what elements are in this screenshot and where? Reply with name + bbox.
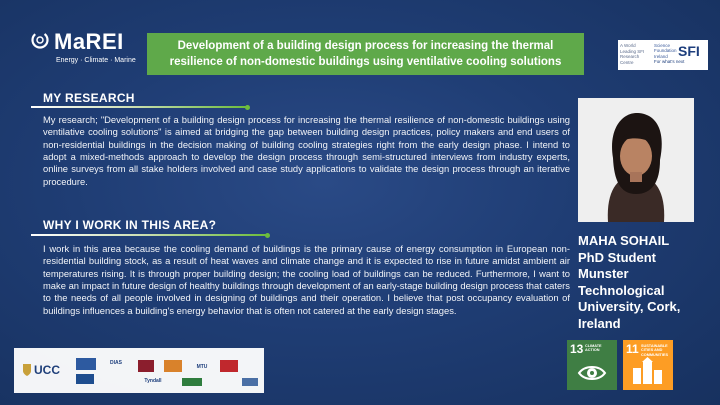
research-divider-dot xyxy=(245,105,250,110)
person-portrait-icon xyxy=(578,98,694,222)
sfi-left-text: A World Leading SFI Research Centre xyxy=(620,43,645,65)
partner-logos xyxy=(14,348,264,393)
sfi-wordmark: SFI xyxy=(678,43,700,59)
poster-title xyxy=(147,33,584,75)
partner-tyndall: Tyndall xyxy=(144,378,162,384)
sdg-11-number: 11 xyxy=(626,342,639,356)
partner-logo-block xyxy=(220,360,238,372)
research-text: My research; "Development of a building design process for increasing the thermal resilience of non-domestic buildings using ventilative cooling solutions" is aimed at bridging the gap between building design practices, policy makers and end users of non-residential buildings in the decision making of building cooling strategies right from the early design phase. I intend to adopt a mixed-methods approach to develop the design process through semi-structured interviews from industry experts, online surveys from all stake holders involved and case study applications to validate the design process through an iterative procedure. xyxy=(43,114,570,187)
sfi-small-text: Science Foundation Ireland xyxy=(654,43,677,59)
title-line-1: Development of a building design process for increasing the thermal xyxy=(177,40,554,52)
partner-logo-block xyxy=(138,360,154,372)
why-text: I work in this area because the cooling demand of buildings is the primary cause of energy consumption in European non-residential building stock, as a result of heat waves and climate change and it is expected to rise in future amidst ambient air temperatures rising. It is through proper building design; the cooling load of buildings can be reduced. Furthermore, I want to make an impact in future design of healthy buildings through development of an early-stage building design process that caters to the needs of all people involved in designing of buildings and their operation. I believe that post occupancy evaluation of buildings influences a building's energy behavior that is often not catered at the early design stages. xyxy=(43,243,570,316)
person-affiliation-3: University, Cork, xyxy=(578,299,681,314)
partner-logo-block xyxy=(76,374,94,384)
city-buildings-icon xyxy=(623,340,673,390)
sdg-13-label: CLIMATE ACTION xyxy=(585,344,602,353)
research-heading: MY RESEARCH xyxy=(43,91,135,105)
partner-dias: DIAS xyxy=(110,360,122,366)
logo-name: MaREI xyxy=(54,29,124,54)
sdg-11-badge xyxy=(623,340,673,390)
person-info xyxy=(578,233,708,332)
marei-logo xyxy=(30,28,136,72)
person-affiliation-1: Munster xyxy=(578,266,629,281)
why-divider xyxy=(31,234,267,236)
why-heading: WHY I WORK IN THIS AREA? xyxy=(43,218,217,232)
logo-tagline: Energy · Climate · Marine xyxy=(56,57,136,64)
person-affiliation-4: Ireland xyxy=(578,315,621,331)
partner-logo-block xyxy=(76,358,96,370)
partner-mtu: MTU xyxy=(196,364,208,370)
title-line-2: resilience of non-domestic buildings using ventilative cooling solutions xyxy=(169,56,562,68)
partner-logo-block xyxy=(164,360,182,372)
ucc-label: UCC xyxy=(34,363,60,377)
ucc-crest-icon xyxy=(22,363,32,377)
sdg-13-badge xyxy=(567,340,617,390)
person-role: PhD Student xyxy=(578,249,656,265)
person-name: MAHA SOHAIL xyxy=(578,233,670,248)
sdg-13-number: 13 xyxy=(570,342,584,356)
partner-logo-block xyxy=(242,378,258,386)
sfi-logo xyxy=(618,40,708,70)
ucc-logo xyxy=(24,360,60,384)
partner-logo-block xyxy=(182,378,202,386)
why-divider-dot xyxy=(265,233,270,238)
person-affiliation-2: Technological xyxy=(578,282,665,298)
sfi-tag: For what's next xyxy=(654,59,685,64)
research-divider xyxy=(31,106,247,108)
eye-globe-icon xyxy=(567,340,617,390)
sdg-11-label: SUSTAINABLE CITIES AND COMMUNITIES xyxy=(641,344,668,357)
marei-swirl-icon xyxy=(30,30,50,50)
profile-photo xyxy=(578,98,694,222)
